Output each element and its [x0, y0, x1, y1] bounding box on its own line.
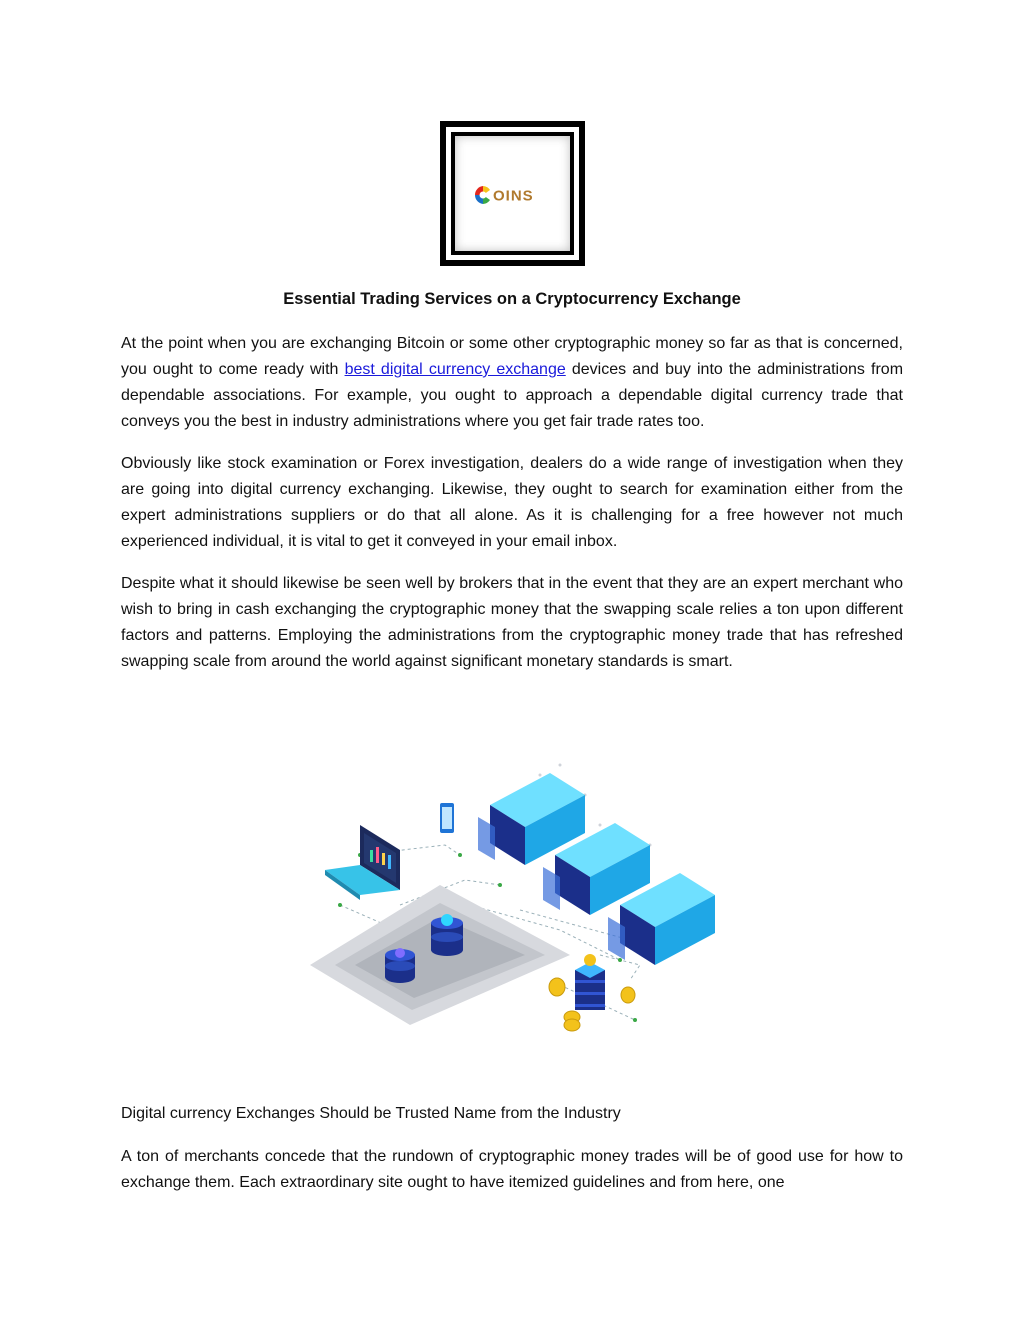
coin-stack-icon: [575, 954, 605, 1010]
paragraph-3: Despite what it should likewise be seen well by brokers that in the event that they are an expert merchant who wish to bring in cash exchanging the cryptographic money that the swapping scale relies a ton upon different factors and patterns. Employing the administrations from the cryptographic money trade that has refreshed swapping scale from around the world against significant monetary standards is smart.: [121, 575, 903, 670]
paragraph-4: A ton of merchants concede that the rundown of cryptographic money trades will be of good use for how to exchange them. Each extraordinary site ought to have itemized guidelines and from here, one: [121, 1148, 903, 1191]
section-heading: Digital currency Exchanges Should be Trusted Name from the Industry: [121, 1105, 621, 1122]
paragraph-2: Obviously like stock examination or Forex investigation, dealers do a wide range of investigation when they are going into digital currency exchanging. Likewise, they ought to search for examination either from the expert administrations suppliers or do that all alone. As it is challenging for a free however not much experienced individual, it is vital to get it conveyed in your email inbox.: [121, 455, 903, 550]
page-title: Essential Trading Services on a Cryptocurrency Exchange: [283, 290, 741, 308]
paragraph-1: [121, 331, 903, 435]
coins-logo: [440, 121, 585, 266]
coins-logo-icon: [473, 184, 553, 206]
database-icon: [385, 948, 415, 983]
logo-text: OINS: [493, 187, 534, 205]
paragraph-1-text-a: At the point when you are exchanging Bitcoin or some other cryptographic money so far as that is concerned, you ought to come ready with: [121, 335, 903, 378]
database-icon: [431, 914, 463, 956]
crypto-network-illustration: [300, 755, 730, 1045]
exchange-link[interactable]: best digital currency exchange: [344, 361, 566, 378]
phone-icon: [440, 803, 454, 833]
laptop-icon: [325, 825, 400, 900]
paragraph-1-text-b: devices and buy into the administrations from dependable associations. For example, you ought to approach a dependable digital currency trade that conveys you the best in industry administrations where you get fair trade rates too.: [121, 361, 904, 430]
